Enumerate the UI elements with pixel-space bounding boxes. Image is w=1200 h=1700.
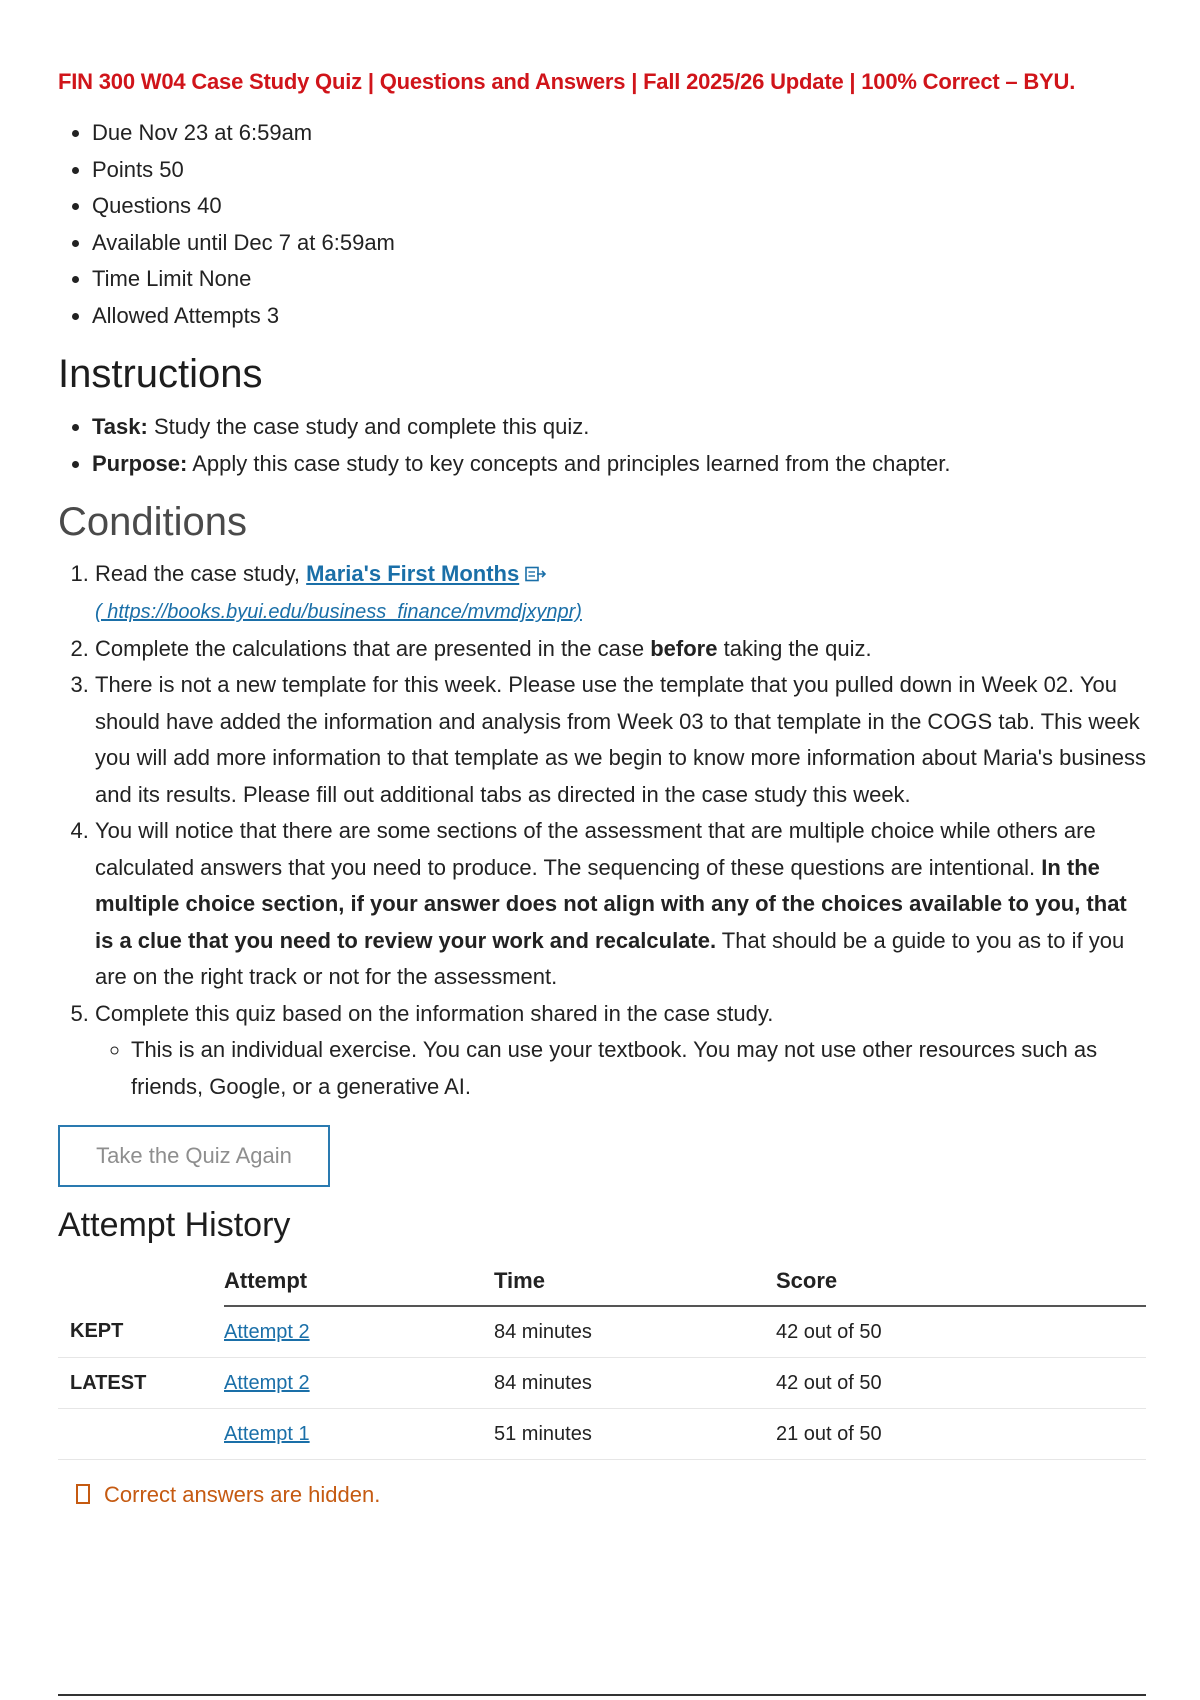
score-cell: 42 out of 50	[776, 1306, 1146, 1358]
condition-5-subitem: ◦ This is an individual exercise. You can use your textbook. You may not use other resources such as friends, Google, or a generative AI.	[131, 1032, 1146, 1105]
condition-4-suffix: That should be a guide to you as to if you are on the right track or not for the assessment.	[95, 927, 1125, 990]
condition-2-bold: before	[650, 635, 718, 661]
instructions-list	[58, 408, 1146, 482]
score-cell: 42 out of 50	[776, 1358, 1146, 1409]
column-header-score: Score	[776, 1265, 1146, 1306]
row-label: LATEST	[58, 1358, 224, 1409]
meta-points: • Points 50	[92, 152, 1146, 189]
external-link-icon	[525, 557, 547, 594]
column-header-time: Time	[494, 1265, 776, 1306]
condition-4	[95, 813, 1146, 996]
attempt-link[interactable]: Attempt 2	[224, 1371, 310, 1394]
answers-hidden-text: Correct answers are hidden.	[104, 1482, 381, 1508]
meta-available: • Available until Dec 7 at 6:59am	[92, 225, 1146, 262]
condition-1-text: Read the case study,	[95, 561, 307, 586]
instructions-heading: Instructions	[58, 352, 263, 396]
bottom-divider	[58, 1694, 1146, 1696]
attempt-link[interactable]: Attempt 2	[224, 1320, 310, 1343]
attempt-cell	[224, 1358, 494, 1409]
condition-2	[95, 631, 1146, 668]
table-header-row	[58, 1265, 1146, 1306]
row-label: KEPT	[58, 1306, 224, 1358]
table-row	[58, 1358, 1146, 1409]
quiz-meta-list	[58, 115, 1146, 334]
condition-3: 3. There is not a new template for this week. Please use the template that you pulled down in Week 02. You should have added the information and analysis from Week 03 to that template in the COGS tab. This week you will add more information to that template as we begin to know more information about Maria's business and its results. Please fill out additional tabs as directed in the case study this week.	[95, 667, 1146, 813]
instruction-purpose	[92, 445, 1146, 482]
info-box-icon	[76, 1484, 90, 1504]
condition-5-text: Complete this quiz based on the information shared in the case study.	[95, 1000, 774, 1026]
condition-5	[95, 996, 1146, 1106]
condition-4-bold: In the multiple choice section, if your answer does not align with any of the choices available to you, that is a clue that you need to review your work and recalculate.	[95, 854, 1127, 953]
conditions-heading: Conditions	[58, 500, 248, 544]
time-cell: 84 minutes	[494, 1306, 776, 1358]
purpose-label: Purpose:	[92, 451, 188, 476]
conditions-list	[58, 556, 1146, 1105]
condition-4-text: You will notice that there are some sections of the assessment that are multiple choice while others are calculated answers that you need to produce. The sequencing of these questions are intentional.	[95, 818, 1096, 880]
row-label	[58, 1409, 224, 1460]
task-label: Task:	[92, 414, 148, 439]
attempt-history-heading: Attempt History	[58, 1206, 291, 1245]
attempt-cell	[224, 1409, 494, 1460]
meta-time-limit: • Time Limit None	[92, 261, 1146, 298]
attempt-link[interactable]: Attempt 1	[224, 1422, 310, 1445]
task-text: Study the case study and complete this quiz.	[147, 414, 590, 439]
time-cell: 51 minutes	[494, 1409, 776, 1460]
table-row	[58, 1409, 1146, 1460]
case-study-link[interactable]: Maria's First Months	[306, 561, 520, 586]
attempt-cell	[224, 1306, 494, 1358]
meta-attempts: • Allowed Attempts 3	[92, 298, 1146, 335]
meta-due: • Due Nov 23 at 6:59am	[92, 115, 1146, 152]
take-quiz-again-button[interactable]: Take the Quiz Again	[58, 1125, 330, 1187]
condition-2-suffix: taking the quiz.	[717, 635, 872, 661]
case-study-url-link[interactable]: ( https://books.byui.edu/business_finance/mvmdjxynpr)	[95, 601, 582, 624]
attempt-history-table	[58, 1265, 1146, 1460]
condition-5-sublist	[95, 1032, 1146, 1105]
condition-1	[95, 556, 1146, 631]
purpose-text: Apply this case study to key concepts and principles learned from the chapter.	[187, 451, 951, 476]
score-cell: 21 out of 50	[776, 1409, 1146, 1460]
instruction-task	[92, 408, 1146, 445]
quiz-page	[58, 68, 1146, 1508]
answers-hidden-note	[58, 1482, 1146, 1508]
meta-questions: • Questions 40	[92, 188, 1146, 225]
column-header-label	[58, 1265, 224, 1306]
condition-2-text: Complete the calculations that are presented in the case	[95, 635, 651, 661]
table-row	[58, 1306, 1146, 1358]
document-title: FIN 300 W04 Case Study Quiz | Questions and Answers | Fall 2025/26 Update | 100% Correct – BYU.	[58, 69, 1076, 94]
time-cell: 84 minutes	[494, 1358, 776, 1409]
column-header-attempt: Attempt	[224, 1265, 494, 1306]
